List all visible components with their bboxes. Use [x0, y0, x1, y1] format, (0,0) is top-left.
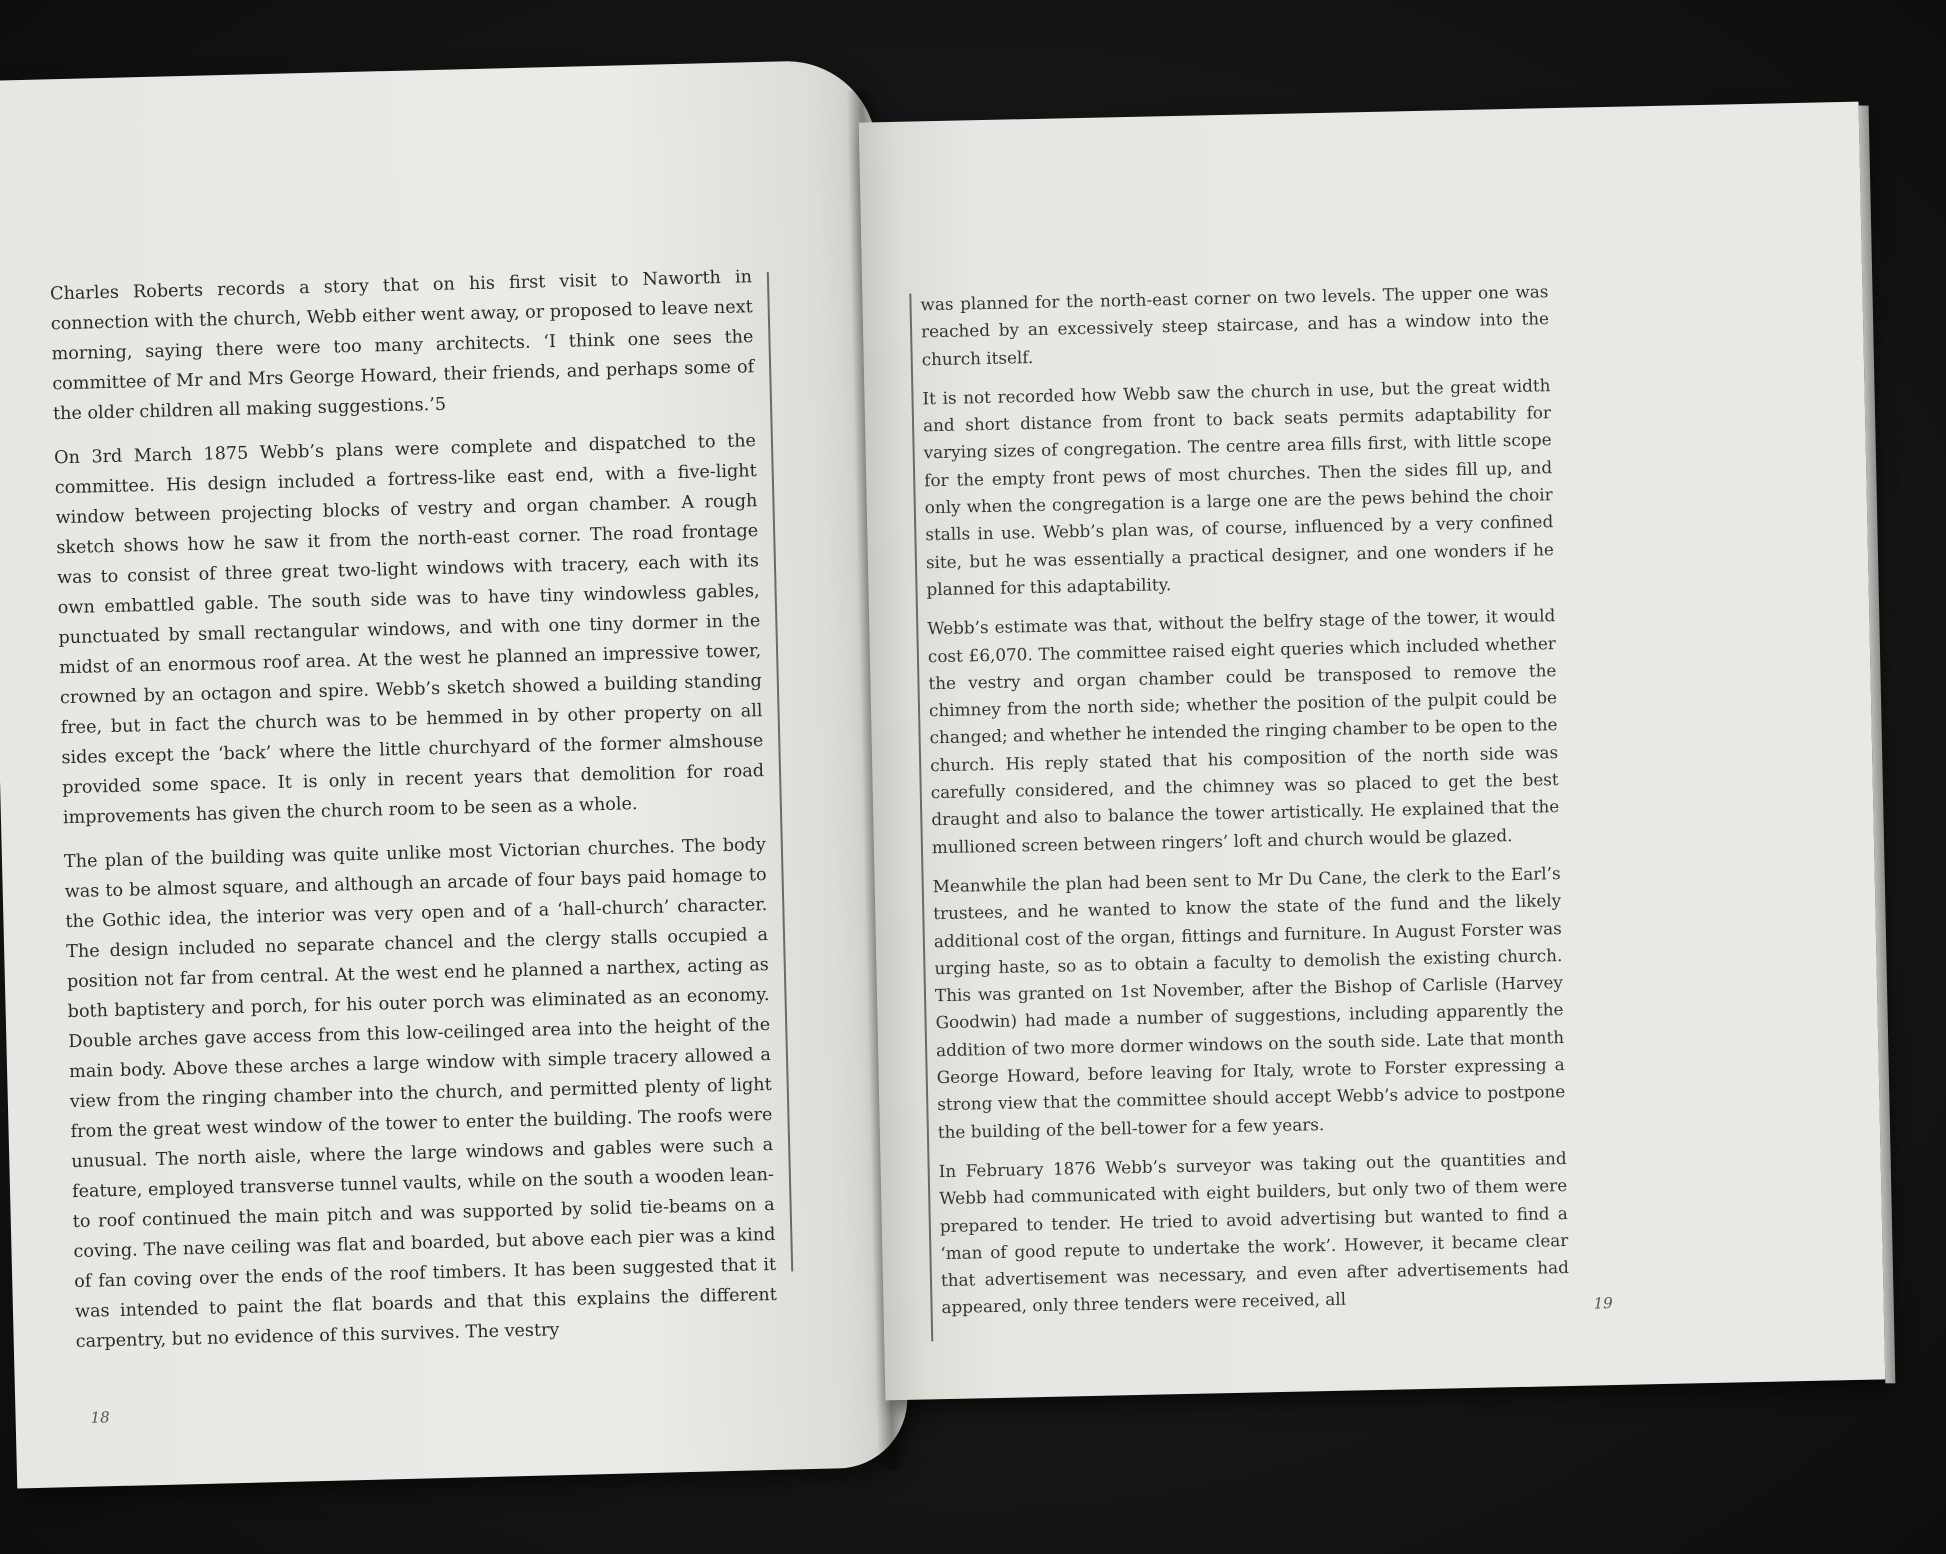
- right-page: [859, 102, 1886, 1401]
- left-text-column: [50, 262, 778, 1371]
- right-page-number: 19: [1593, 1294, 1613, 1313]
- right-paragraph-1: was planned for the north-east corner on two levels. The upper one was reached by an excessively steep staircase, and has a window into the church itself.: [920, 281, 1550, 369]
- right-paragraph-4: Meanwhile the plan had been sent to Mr Du Cane, the clerk to the Earl’s trustees, and he wanted to know the state of the fund and the likely additional cost of the organ, fittings and furniture. In August Forster was urging haste, so as to obtain a faculty to demolish the existing church. This was granted on 1st November, after the Bishop of Carlisle (Harvey Goodwin) had made a number of suggestions, including apparently the addition of two more dormer windows on the south side. Late that month George Howard, before leaving for Italy, wrote to Forster expressing a strong view that the committee should accept Webb’s advice to postpone the building of the bell-tower for a few years.: [932, 863, 1566, 1142]
- right-paragraph-2: It is not recorded how Webb saw the church in use, but the great width and short distance from front to back seats permits adaptability for varying sizes of congregation. The centre area fills first, with little scope for the empty front pews of most churches. Then the sides fill up, and only when the congregation is a large one are the pews behind the choir stalls in use. Webb’s plan was, of course, influenced by a very confined site, but he was essentially a practical designer, and one wonders if he planned for this adaptability.: [922, 375, 1555, 600]
- right-text-column: [920, 278, 1570, 1334]
- left-page-number: 18: [90, 1408, 110, 1427]
- left-paragraph-2: On 3rd March 1875 Webb’s plans were complete and dispatched to the committee. His design included a fortress-like east end, with a five-light window between projecting blocks of vestry and organ chamber. A rough sketch shows how he saw it from the north-east corner. The road frontage was to consist of three great two-light windows with tracery, each with its own embattled gable. The south side was to have tiny windowless gables, punctuated by small rectangular windows, and with one tiny dormer in the midst of an enormous roof area. At the west he planned an impressive tower, crowned by an octagon and spire. Webb’s sketch showed a building standing free, but in fact the church was to be hemmed in by other property on all sides except the ‘back’ where the little churchyard of the former almshouse provided some space. It is only in recent years that demolition for road improvements has given the church room to be seen as a whole.: [53, 431, 765, 829]
- left-paragraph-3: The plan of the building was quite unlike most Victorian churches. The body was to be almost square, and although an arcade of four bays paid homage to the Gothic idea, the interior was very open and of a ‘hall-church’ character. The design included no separate chancel and the clergy stalls occupied a position not far from central. At the west end he planned a narthex, acting as both baptistery and porch, for his outer porch was eliminated as an economy. Double arches gave access from this low-ceilinged area into the height of the main body. Above these arches a large window with simple tracery allowed a view from the ringing chamber into the church, and permitted plenty of light from the great west window of the tower to enter the building. The roofs were unusual. The north aisle, where the large windows and gables were such a feature, employed transverse tunnel vaults, while on the south a wooden lean-to roof continued the main pitch and was supported by solid tie-beams on a coving. The nave ceiling was flat and boarded, but above each pier was a kind of fan coving over the ends of the roof timbers. It has been suggested that it was intended to paint the flat boards and that this explains the different carpentry, but no evidence of this survives. The vestry: [63, 835, 778, 1353]
- right-paragraph-5: In February 1876 Webb’s surveyor was taking out the quantities and Webb had communicated with eight builders, but only two of them were prepared to tender. He tried to avoid advertising but wanted to find a ‘man of good repute to undertake the work’. However, it became clear that advertisement was necessary, and even after advertisements had appeared, only three tenders were received, all: [938, 1147, 1570, 1318]
- left-paragraph-1: Charles Roberts records a story that on his first visit to Naworth in connection with the church, Webb either went away, or proposed to leave next morning, saying there were too many architects. ‘I think one sees the committee of Mr and Mrs George Howard, their friends, and perhaps some of the older children all making suggestions.’5: [49, 267, 755, 425]
- left-page: [0, 59, 909, 1488]
- right-paragraph-3: Webb’s estimate was that, without the belfry stage of the tower, it would cost £6,070. The committee raised eight queries which included whether the vestry and organ chamber could be transposed to remove the chimney from the north side; whether the position of the pulpit could be changed; and whether he intended the ringing chamber to be open to the church. His reply stated that his composition of the north side was carefully considered, and the chimney was so placed to get the best draught and also to balance the tower artistically. He explained that the mullioned screen between ringers’ loft and church would be glazed.: [927, 605, 1560, 857]
